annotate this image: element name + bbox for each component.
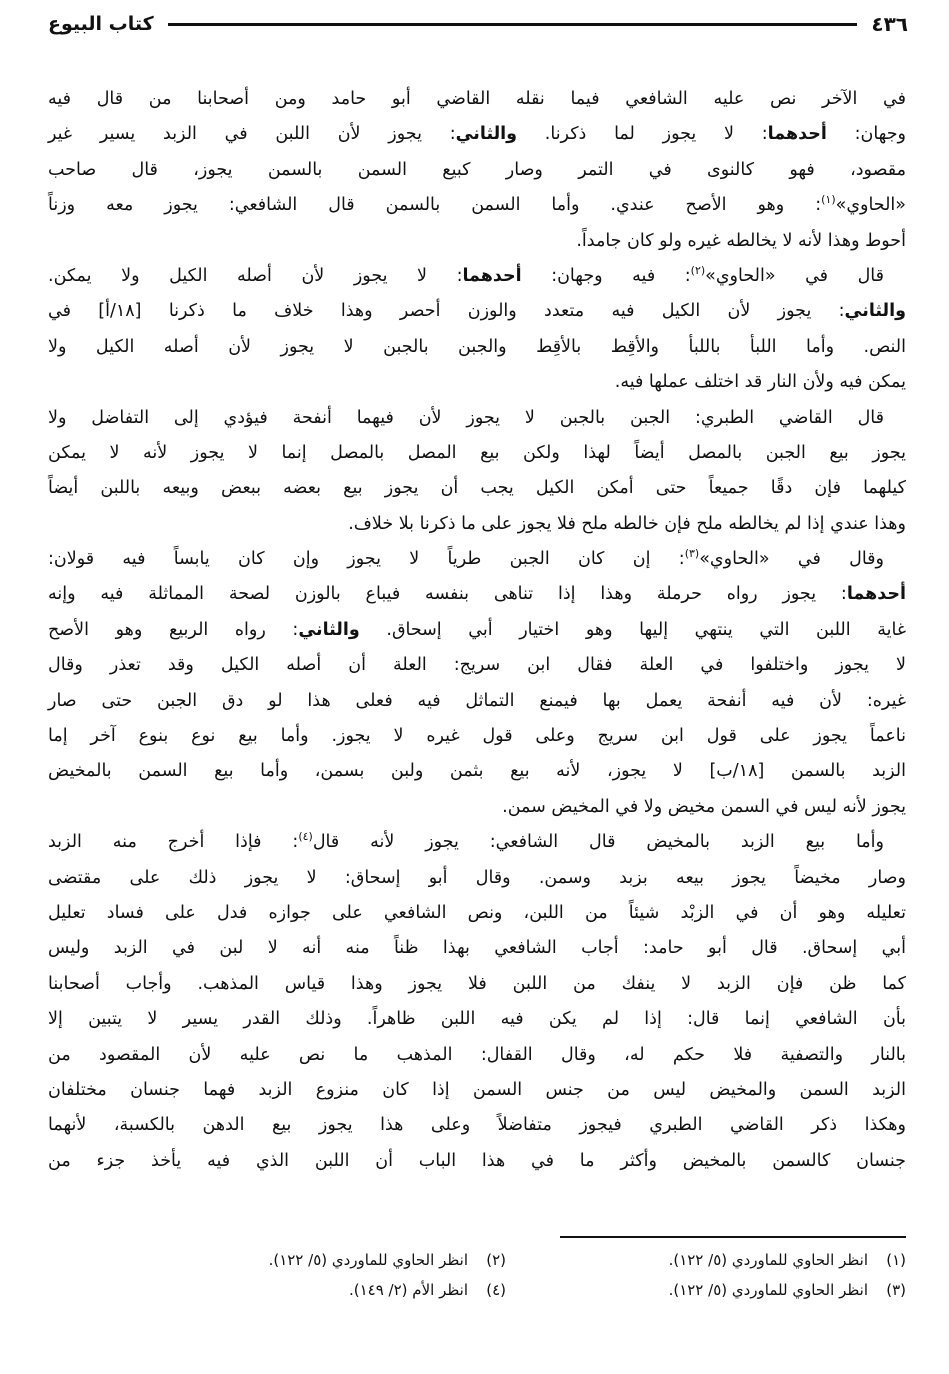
text-line [48, 896, 906, 931]
footnote-ref: (١) [821, 193, 836, 207]
text-line [48, 117, 906, 152]
text-line [48, 1144, 906, 1179]
text-span: وهكذا ذكر القاضي الطبري فيجوز متفاضلاً وعلى هذا يجوز بيع الدهن بالكسبة، لأنهما [48, 1115, 906, 1136]
text-span: : وهو الأصح عندي. وأما السمن بالسمن قال الشافعي: يجوز معه وزناً [48, 195, 822, 216]
text-line [48, 259, 906, 294]
text-line [48, 577, 906, 612]
footnotes [60, 1248, 906, 1302]
text-span: وصار مخيضاً يجوز بيعه بزبد وسمن. وقال أبو إسحاق: لا يجوز ذلك على مقتضى [48, 867, 906, 888]
text-line [48, 825, 906, 860]
text-line [48, 365, 906, 400]
text-span: ناعماً يجوز على قول ابن سريج وعلى قول غيره لا يجوز. وأما بيع نوع بنوع آخر إما [48, 726, 906, 747]
footnote-text: انظر الحاوي للماوردي (٥/ ١٢٢). [668, 1281, 868, 1299]
text-line [48, 684, 906, 719]
text-span: : إن كان الجبن طرياً لا يجوز وإن كان يابساً فيه قولان: [48, 549, 685, 570]
text-line [48, 188, 906, 223]
footnote-number: (٤) [486, 1281, 506, 1299]
footnote-separator [560, 1236, 906, 1238]
footnote-ref: (٤) [298, 830, 313, 844]
bold-term: أحدهما [462, 265, 522, 286]
text-span: النص. وأما اللبأ باللبأ والأقِط بالأقِط والجبن بالجبن لا يجوز لأن أصله الكيل ولا [48, 336, 906, 357]
footnote-number: (٢) [486, 1251, 506, 1269]
text-line [48, 648, 906, 683]
text-span: وجهان: [826, 124, 906, 145]
footnote-ref: (٢) [690, 264, 706, 278]
text-span: قال في «الحاوي» [705, 265, 885, 286]
chapter-title: كتاب البيوع [48, 13, 154, 35]
text-span: : يجوز لأن اللبن في الزبد يسير غير [48, 124, 456, 145]
footnote [126, 1278, 506, 1302]
footnote [526, 1248, 906, 1272]
text-span: وهذا عندي إذا لم يخالطه ملح فإن خالطه ملح فلا يجوز على ما ذكرنا بلا خلاف. [348, 513, 906, 534]
text-line [48, 153, 906, 188]
text-line [48, 931, 906, 966]
text-span: غيره: لأن فيه أنفحة يعمل بها فيمنع التماثل فيه فعلى هذا لو دق الجبن حتى صار [48, 690, 906, 711]
text-span: : لا يجوز لما ذكرنا. [517, 124, 768, 145]
text-line [48, 719, 906, 754]
text-span: بالنار والتصفية فلا حكم له، وقال القفال: المذهب ما نص عليه لأن المقصود من [48, 1044, 906, 1065]
bold-term: والثاني [844, 301, 906, 322]
footnote-text: انظر الأم (٢/ ١٤٩). [348, 1281, 468, 1299]
text-span: يجوز لأنه ليس في السمن مخيض ولا في المخيض سمن. [502, 796, 906, 817]
text-span: أحوط وهذا لأنه لا يخالطه غيره ولو كان جامداً. [576, 230, 906, 251]
text-line [48, 542, 906, 577]
text-line [48, 1108, 906, 1143]
text-line [48, 790, 906, 825]
text-span: قال القاضي الطبري: الجبن بالجبن لا يجوز لأن فيهما أنفحة فيؤدي إلى التفاضل ولا [48, 407, 884, 428]
footnote-ref: (٣) [684, 547, 700, 561]
footnote [526, 1278, 906, 1302]
text-span: : فيه وجهان: [521, 265, 691, 286]
text-span: يجوز بيع الجبن بالمصل أيضاً لهذا ولكن بيع المصل بالمصل إنما لا يجوز لأنه لا يمكن [48, 442, 906, 463]
text-span: في الآخر نص عليه الشافعي فيما نقله القاضي أبو حامد ومن أصحابنا من قال فيه [48, 89, 906, 109]
text-line [48, 82, 906, 117]
footnote-text: انظر الحاوي للماوردي (٥/ ١٢٢). [268, 1251, 468, 1269]
text-span: كما ظن فإن الزبد لا ينفك من اللبن فلا يجوز وهذا قياس المذهب. وأجاب أصحابنا [48, 973, 906, 994]
footnote-text: انظر الحاوي للماوردي (٥/ ١٢٢). [668, 1251, 868, 1269]
text-span: تعليله وهو أن في الزبْد شيئاً من اللبن، ونص الشافعي على جوازه فدل على فساد تعليل [48, 902, 906, 923]
running-header [48, 8, 908, 40]
text-span: الزبد بالسمن [١٨/ب] لا يجوز، لأنه بيع بثمن ولبن بسمن، وأما بيع السمن بالمخيض [48, 761, 906, 782]
text-line [48, 1073, 906, 1108]
main-text [48, 82, 906, 1179]
text-span: بأن الشافعي إنما قال: إذا لم يكن فيه اللبن ظاهراً. وذلك القدر يسير لا يتبين إلا [48, 1009, 906, 1030]
text-line [48, 613, 906, 648]
bold-term: والثاني [298, 619, 360, 640]
text-line [48, 330, 906, 365]
text-span: أبي إسحاق. قال أبو حامد: أجاب الشافعي بهذا ظناً منه أنه لا لبن في الزبد وليس [48, 938, 906, 959]
text-line [48, 471, 906, 506]
text-span: : فإذا أخرج منه الزبد [48, 832, 299, 853]
page-number: ٤٣٦ [871, 12, 908, 36]
text-span: : لا يجوز لأن أصله الكيل ولا يمكن. [48, 265, 463, 286]
text-span: جنسان كالسمن بالمخيض وأكثر ما في هذا الباب أن اللبن الذي فيه يأخذ جزء من [48, 1150, 906, 1171]
text-span: كيلهما فإن دقًا جميعاً حتى أمكن الكيل يجب أن يجوز بيع بعضه ببعض وبيعه باللبن أيضاً [48, 478, 906, 499]
text-line [48, 294, 906, 329]
text-line [48, 754, 906, 789]
footnote-number: (٣) [886, 1281, 906, 1299]
footnote-number: (١) [886, 1251, 906, 1269]
text-span: «الحاوي» [835, 195, 906, 216]
text-line [48, 861, 906, 896]
text-line [48, 1002, 906, 1037]
text-span: : رواه الربيع وهو الأصح [48, 619, 299, 640]
text-line [48, 401, 906, 436]
bold-term: أحدهما [846, 584, 906, 605]
text-span: لا يجوز واختلفوا في العلة فقال ابن سريج: العلة أن أصله الكيل وقد تعذر وقال [48, 655, 906, 676]
text-span: وقال في «الحاوي» [699, 549, 884, 570]
text-span: يمكن فيه ولأن النار قد اختلف عملها فيه. [614, 372, 906, 393]
bold-term: والثاني [455, 124, 518, 145]
bold-term: أحدهما [767, 124, 827, 145]
footnote [126, 1248, 506, 1272]
text-span: مقصود، فهو كالنوى في التمر وصار كبيع السمن بالسمن يجوز، قال صاحب [48, 159, 906, 180]
header-rule [168, 23, 858, 26]
text-span: : يجوز لأن الكيل فيه متعدد والوزن أحصر وهذا خلاف ما ذكرنا [١٨/أ] في [48, 301, 845, 322]
text-line [48, 1038, 906, 1073]
text-line [48, 507, 906, 542]
text-line [48, 224, 906, 259]
text-span: الزبد السمن والمخيض ليس من جنس السمن إذا كان منزوع الزبد فهما جنسان مختلفان [48, 1079, 906, 1100]
text-line [48, 967, 906, 1002]
text-span: غاية اللبن التي ينتهي إليها وهو اختيار أبي إسحاق. [359, 619, 906, 640]
text-span: وأما بيع الزبد بالمخيض قال الشافعي: يجوز لأنه قال [312, 832, 884, 853]
text-span: : يجوز رواه حرملة وهذا إذا تناهى بنفسه فيباع بالوزن لصحة المماثلة فيه وإنه [48, 584, 847, 605]
text-line [48, 436, 906, 471]
